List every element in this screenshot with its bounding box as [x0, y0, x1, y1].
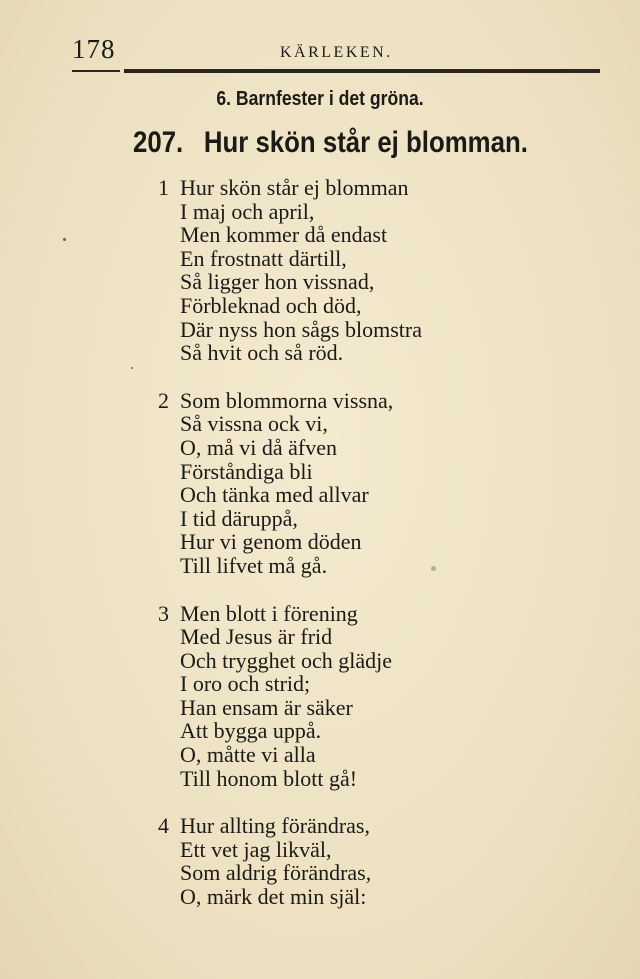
verse-line [0, 838, 640, 862]
verse-line-text: Ett vet jag likväl, [180, 836, 332, 862]
verse-line-text: I maj och april, [180, 198, 315, 224]
verse-line [0, 602, 640, 626]
paper-speck [63, 238, 66, 241]
verse-line [0, 814, 640, 838]
verse-line [0, 554, 640, 578]
verse-line-text: Till honom blott gå! [180, 765, 358, 791]
running-head [72, 34, 600, 70]
verse-line-text: Och trygghet och glädje [180, 647, 392, 673]
header-rule-long [124, 69, 600, 73]
verse [0, 389, 640, 578]
verse-line-text: Hur vi genom döden [180, 529, 362, 555]
verse-line [0, 247, 640, 271]
verse-line-text: Som blommorna vissna, [180, 387, 394, 413]
verse-line-text: Men kommer då endast [180, 222, 388, 248]
verse-line [0, 176, 640, 200]
verse-line [0, 270, 640, 294]
verse-line-text: Till lifvet må gå. [180, 552, 328, 578]
verse [0, 602, 640, 791]
verse-line [0, 200, 640, 224]
verse-line [0, 672, 640, 696]
verse-line-text: Så ligger hon vissnad, [180, 269, 375, 295]
verse-line [0, 530, 640, 554]
verse-line [0, 341, 640, 365]
verse-line-text: I oro och strid; [180, 671, 311, 697]
verse-line [0, 743, 640, 767]
verse-line-text: Han ensam är säker [180, 694, 353, 720]
verse [0, 814, 640, 908]
verse-line [0, 436, 640, 460]
hymn-title: Hur skön står ej blomman. [203, 126, 528, 159]
verse-line [0, 483, 640, 507]
verse-line-text: Så vissna ock vi, [180, 411, 328, 437]
verse-line [0, 294, 640, 318]
verse-line-text: En frostnatt därtill, [180, 245, 347, 271]
verse-line-text: Med Jesus är frid [180, 624, 333, 650]
verse-line-text: O, må vi då äfven [180, 434, 337, 460]
verse-line [0, 625, 640, 649]
hymn-heading [133, 126, 528, 160]
header-rule-short [72, 70, 120, 72]
verse-line [0, 719, 640, 743]
verse-line-text: Och tänka med allvar [180, 482, 369, 508]
verse-line [0, 318, 640, 342]
verse-line-text: I tid däruppå, [180, 505, 298, 531]
verse-line [0, 412, 640, 436]
verse-number: 4 [158, 813, 169, 839]
verse-line [0, 460, 640, 484]
verse-number: 1 [158, 175, 169, 200]
verse-line-text: Som aldrig förändras, [180, 860, 372, 886]
verse-line [0, 507, 640, 531]
paper-speck [431, 566, 436, 571]
verse-line [0, 389, 640, 413]
verse-number: 3 [158, 600, 169, 626]
verse-line-text: O, märk det min själ: [180, 884, 367, 910]
verse-line [0, 885, 640, 909]
hymn-number: 207. [133, 126, 184, 159]
verse-line-text: Hur skön står ej blomman [180, 175, 409, 200]
verse-line-text: Där nyss hon sågs blomstra [180, 316, 422, 342]
verse [0, 176, 640, 365]
verse-line [0, 696, 640, 720]
verse-line-text: Hur allting förändras, [180, 813, 370, 839]
subsection-heading: 6. Barnfester i det gröna. [216, 88, 424, 110]
verse-number: 2 [158, 387, 169, 413]
verse-line-text: Förbleknad och död, [180, 292, 362, 318]
verse-line [0, 767, 640, 791]
verse-line-text: Förståndiga bli [180, 458, 313, 484]
verse-line-text: Men blott i förening [180, 600, 358, 626]
paper-speck [131, 367, 133, 369]
section-running-title: KÄRLEKEN. [280, 44, 393, 61]
verse-line-text: Så hvit och så röd. [180, 340, 344, 366]
verse-line [0, 223, 640, 247]
verse-line-text: O, måtte vi alla [180, 742, 316, 768]
page-number: 178 [72, 34, 116, 64]
verse-line-text: Att bygga uppå. [180, 718, 322, 744]
verse-line [0, 861, 640, 885]
verse-line [0, 649, 640, 673]
hymn-verses [0, 176, 640, 933]
